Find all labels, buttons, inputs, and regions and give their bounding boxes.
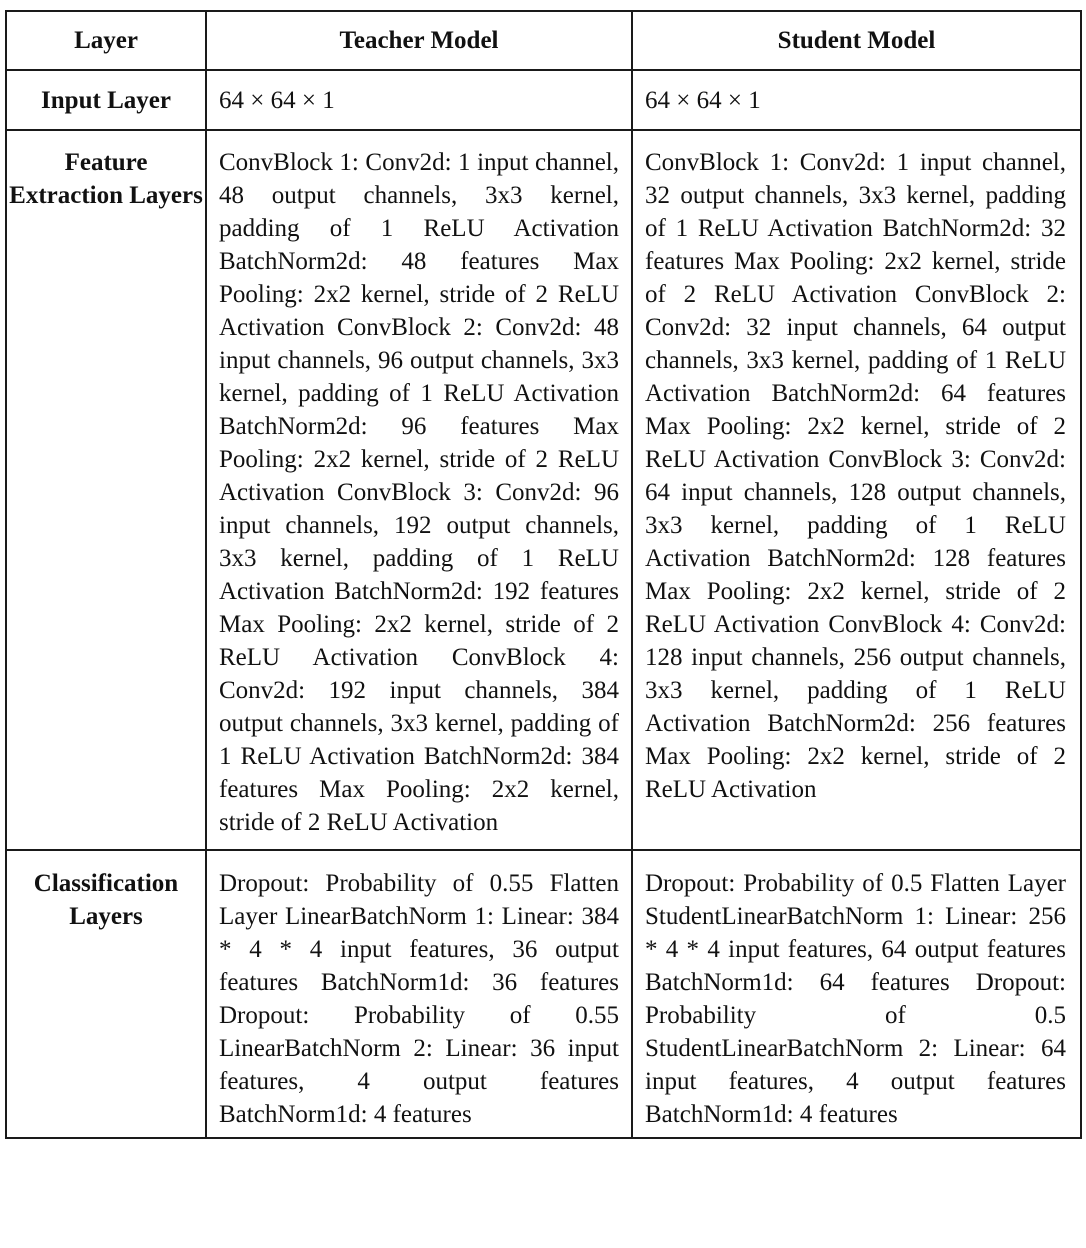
student-input-layer: 64 × 64 × 1 [632, 70, 1081, 130]
row-label-feature-extraction: Feature Extraction Layers [6, 130, 206, 850]
table-row-classification [6, 850, 1081, 1138]
teacher-classification: Dropout: Probability of 0.55 Flatten Layer LinearBatchNorm 1: Linear: 384 * 4 * 4 input features, 36 output features BatchNorm1d: 36 features Dropout: Probability of 0.55 LinearBatchNorm 2: Linear: 36 input features, 4 output features BatchNorm1d: 4 features [206, 850, 632, 1138]
teacher-feature-extraction: ConvBlock 1: Conv2d: 1 input channel, 48 output channels, 3x3 kernel, padding of 1 ReLU Activation BatchNorm2d: 48 features Max Pooling: 2x2 kernel, stride of 2 ReLU Activation ConvBlock 2: Conv2d: 48 input channels, 96 output channels, 3x3 kernel, padding of 1 ReLU Activation BatchNorm2d: 96 features Max Pooling: 2x2 kernel, stride of 2 ReLU Activation ConvBlock 3: Conv2d: 96 input channels, 192 output channels, 3x3 kernel, padding of 1 ReLU Activation BatchNorm2d: 192 features Max Pooling: 2x2 kernel, stride of 2 ReLU Activation ConvBlock 4: Conv2d: 192 input channels, 384 output channels, 3x3 kernel, padding of 1 ReLU Activation BatchNorm2d: 384 features Max Pooling: 2x2 kernel, stride of 2 ReLU Activation [206, 130, 632, 850]
header-student-model: Student Model [632, 11, 1081, 70]
table-row-feature-extraction [6, 130, 1081, 850]
table-row-input-layer [6, 70, 1081, 130]
row-label-classification: Classification Layers [6, 850, 206, 1138]
student-feature-extraction: ConvBlock 1: Conv2d: 1 input channel, 32 output channels, 3x3 kernel, padding of 1 ReLU Activation BatchNorm2d: 32 features Max Pooling: 2x2 kernel, stride of 2 ReLU Activation ConvBlock 2: Conv2d: 32 input channels, 64 output channels, 3x3 kernel, padding of 1 ReLU Activation BatchNorm2d: 64 features Max Pooling: 2x2 kernel, stride of 2 ReLU Activation ConvBlock 3: Conv2d: 64 input channels, 128 output channels, 3x3 kernel, padding of 1 ReLU Activation BatchNorm2d: 128 features Max Pooling: 2x2 kernel, stride of 2 ReLU Activation ConvBlock 4: Conv2d: 128 input channels, 256 output channels, 3x3 kernel, padding of 1 ReLU Activation BatchNorm2d: 256 features Max Pooling: 2x2 kernel, stride of 2 ReLU Activation [632, 130, 1081, 850]
row-label-input-layer: Input Layer [6, 70, 206, 130]
teacher-input-layer: 64 × 64 × 1 [206, 70, 632, 130]
student-classification: Dropout: Probability of 0.5 Flatten Layer StudentLinearBatchNorm 1: Linear: 256 * 4 * 4 input features, 64 output features BatchNorm1d: 64 features Dropout: Probability of 0.5 StudentLinearBatchNorm 2: Linear: 64 input features, 4 output features BatchNorm1d: 4 features [632, 850, 1081, 1138]
header-layer: Layer [6, 11, 206, 70]
model-architecture-table [5, 10, 1082, 1139]
table-header-row [6, 11, 1081, 70]
header-teacher-model: Teacher Model [206, 11, 632, 70]
